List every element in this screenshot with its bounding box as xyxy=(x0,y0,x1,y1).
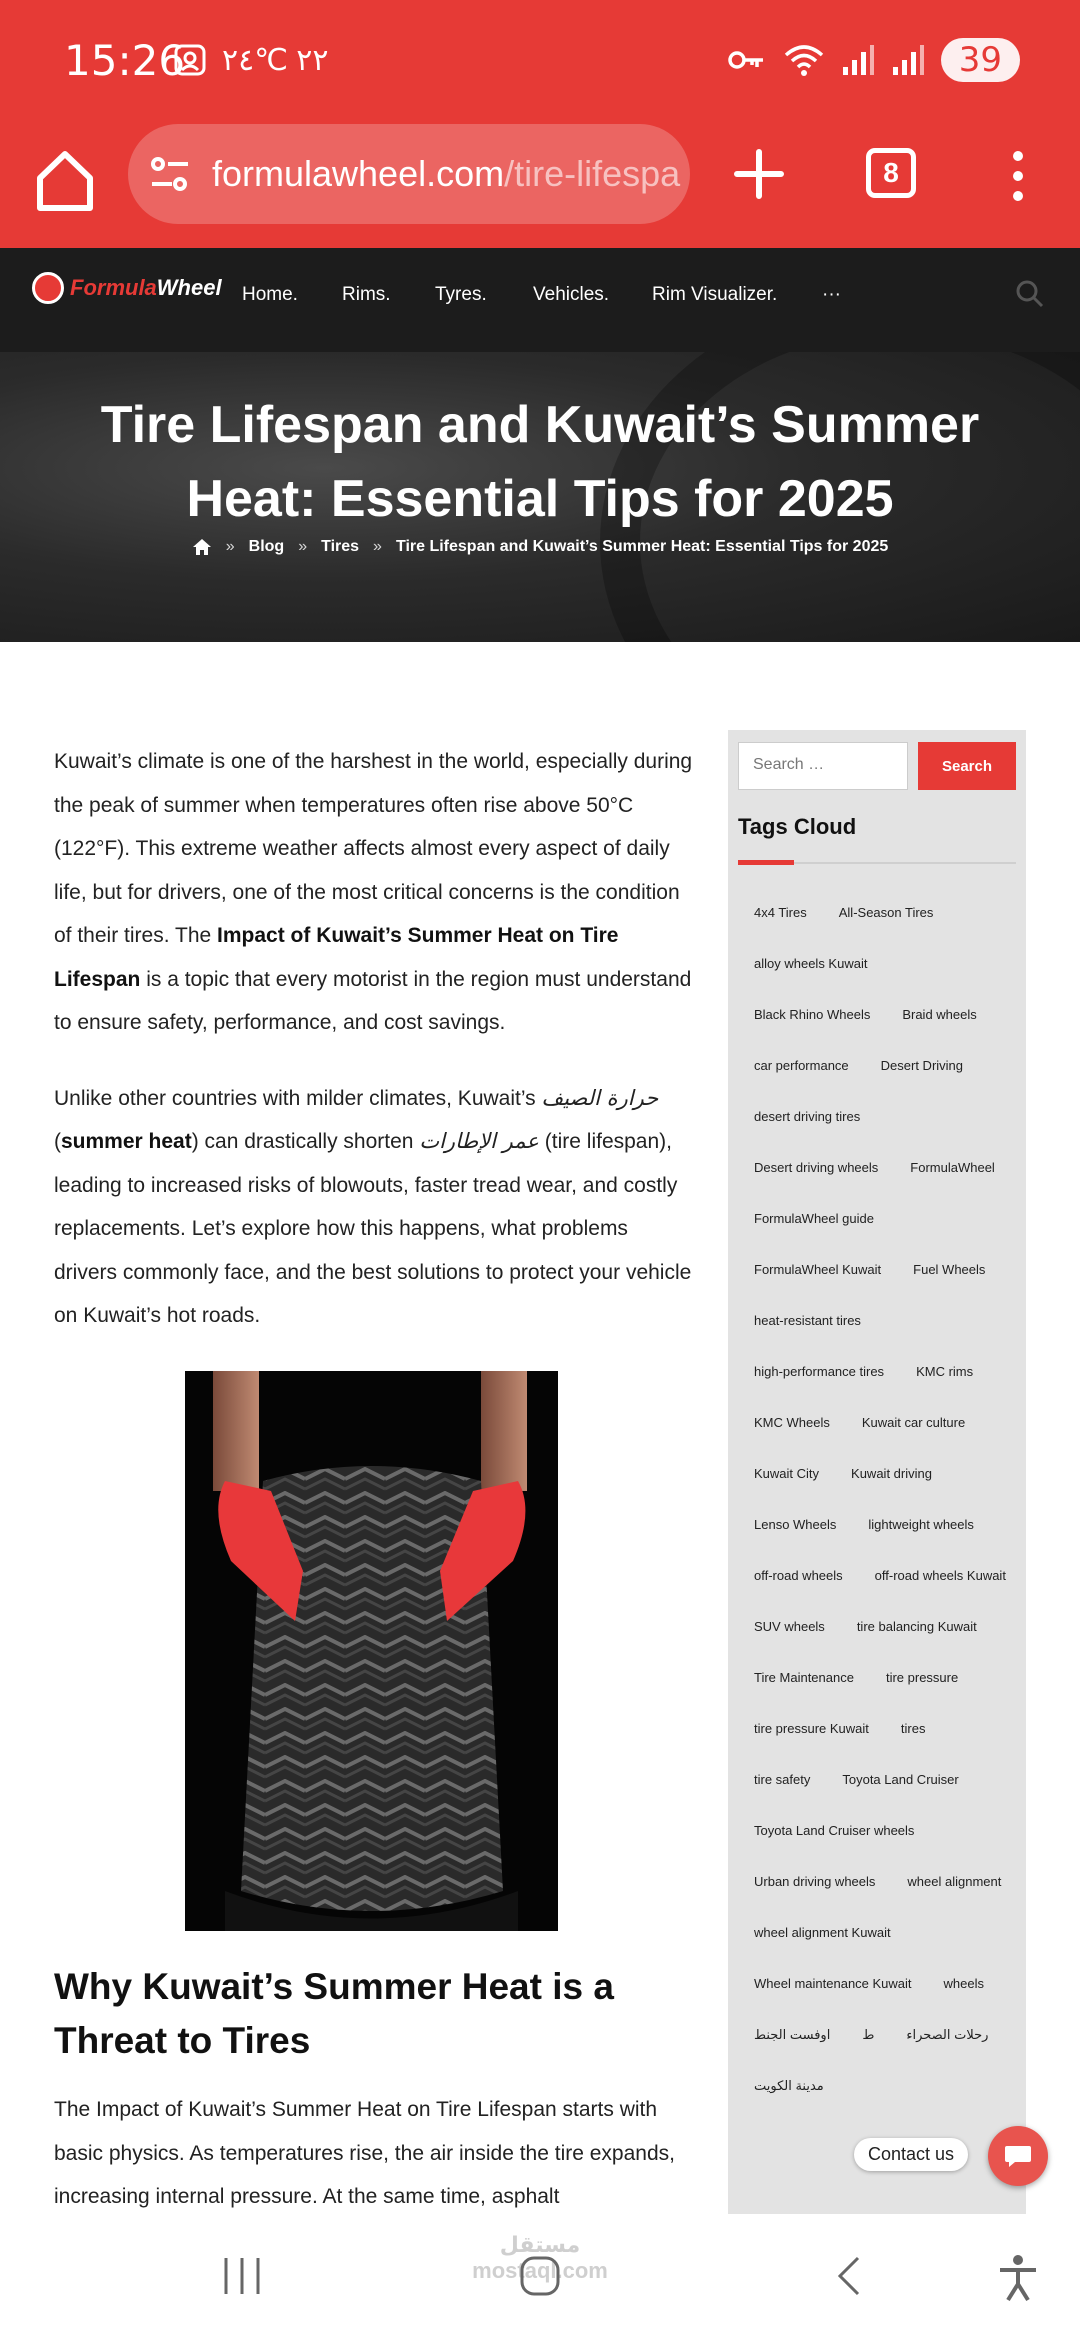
article-paragraph: The Impact of Kuwait’s Summer Heat on Tire Lifespan starts with basic physics. As temperatures rise, the air inside the tire expands, increasing internal pressure. At the same time, asphalt xyxy=(54,2098,675,2208)
divider-accent xyxy=(738,860,794,865)
tag-link[interactable]: Toyota Land Cruiser wheels xyxy=(754,1823,915,1838)
tag-link[interactable]: مدينة الكويت xyxy=(754,2078,824,2093)
status-indicators: ٢٢ ℃٢٤ xyxy=(222,43,329,77)
breadcrumb-current: Tire Lifespan and Kuwait’s Summer Heat: Essential Tips for 2025 xyxy=(395,538,889,555)
sidebar-search-input[interactable]: Search … xyxy=(738,742,908,790)
url-path: /tire-lifespa xyxy=(504,153,681,194)
tag-link[interactable]: FormulaWheel Kuwait xyxy=(754,1262,882,1277)
tag-link[interactable]: Urban driving wheels xyxy=(754,1874,876,1889)
logo-mark-icon xyxy=(32,272,64,304)
tire-image xyxy=(185,1371,558,1931)
battery-indicator: 39 xyxy=(941,38,1020,82)
tag-link[interactable]: off-road wheels xyxy=(754,1568,843,1583)
article-body xyxy=(54,740,694,1338)
nav-rims[interactable]: Rims. xyxy=(342,284,391,305)
hero-banner xyxy=(0,352,1080,642)
tag-link[interactable]: KMC Wheels xyxy=(754,1415,830,1430)
nav-vehicles[interactable]: Vehicles. xyxy=(533,284,610,305)
tag-link[interactable]: wheels xyxy=(943,1976,984,1991)
chevron-right-icon: » xyxy=(298,538,308,555)
status-bar xyxy=(0,0,1080,124)
tag-link[interactable]: FormulaWheel xyxy=(910,1160,995,1175)
breadcrumb-tires[interactable]: Tires xyxy=(321,538,360,555)
tag-link[interactable]: wheel alignment xyxy=(907,1874,1002,1889)
screenshot-icon xyxy=(172,42,208,78)
wifi-icon xyxy=(783,43,825,77)
tag-link[interactable]: Kuwait City xyxy=(754,1466,820,1481)
home-nav-icon[interactable] xyxy=(518,2254,562,2298)
chat-button[interactable] xyxy=(988,2126,1048,2186)
back-icon[interactable] xyxy=(828,2254,872,2298)
status-time: 15:26 xyxy=(64,36,186,85)
nav-tyres[interactable]: Tyres. xyxy=(435,284,487,305)
tab-switcher-button[interactable]: 8 xyxy=(866,148,916,198)
sidebar xyxy=(728,730,1026,2214)
nav-rim-visualizer[interactable]: Rim Visualizer. xyxy=(652,284,778,305)
tag-link[interactable]: tire safety xyxy=(754,1772,811,1787)
more-menu-icon[interactable] xyxy=(1008,146,1028,206)
chevron-right-icon: » xyxy=(373,538,382,555)
tag-link[interactable]: high-performance tires xyxy=(754,1364,885,1379)
chat-icon xyxy=(1003,2143,1033,2169)
recent-apps-icon[interactable] xyxy=(220,2254,264,2298)
tag-link[interactable]: tire balancing Kuwait xyxy=(856,1619,977,1634)
browser-toolbar xyxy=(0,124,1080,248)
tag-link[interactable]: tires xyxy=(900,1721,926,1736)
site-logo[interactable] xyxy=(32,272,222,304)
tag-link[interactable]: FormulaWheel guide xyxy=(754,1211,874,1226)
nav-home[interactable]: Home. xyxy=(242,284,298,305)
tag-link[interactable]: 4x4 Tires xyxy=(754,905,807,920)
signal-icon xyxy=(841,43,875,77)
tag-link[interactable]: desert driving tires xyxy=(754,1109,861,1124)
chevron-right-icon: » xyxy=(225,538,235,555)
signal-icon xyxy=(891,43,925,77)
tag-link[interactable]: Desert driving wheels xyxy=(754,1160,879,1175)
breadcrumb xyxy=(0,538,1080,556)
tag-link[interactable]: tire pressure Kuwait xyxy=(754,1721,869,1736)
section-heading: Why Kuwait’s Summer Heat is a Threat to Tires xyxy=(54,1966,614,2061)
article-paragraph: Unlike other countries with milder climates, Kuwait’s حرارة الصيف (summer heat) can drastically shorten عمر الإطارات (tire lifespan), leading to increased risks of blowouts, faster tread wear, and costly replacements. Let’s explore how this happens, what problems drivers commonly face, and the best solutions to protect your vehicle on Kuwait’s hot roads. xyxy=(54,1085,692,1327)
tag-link[interactable]: Lenso Wheels xyxy=(754,1517,837,1532)
tag-link[interactable]: tire pressure xyxy=(885,1670,959,1685)
new-tab-icon[interactable] xyxy=(732,142,786,206)
key-icon xyxy=(727,45,767,75)
nav-more[interactable]: ··· xyxy=(822,284,841,305)
system-nav-bar xyxy=(0,2214,1080,2340)
tag-link[interactable]: heat-resistant tires xyxy=(754,1313,861,1328)
home-icon[interactable] xyxy=(192,538,212,556)
tags-cloud xyxy=(742,896,1022,2103)
tag-link[interactable]: Kuwait driving xyxy=(851,1466,932,1481)
tag-link[interactable]: Braid wheels xyxy=(902,1007,977,1022)
url-bar[interactable] xyxy=(128,124,690,224)
status-right-icons xyxy=(727,38,1020,82)
tag-link[interactable]: Tire Maintenance xyxy=(754,1670,854,1685)
status-left-icons xyxy=(172,42,329,78)
tag-link[interactable]: KMC rims xyxy=(916,1364,974,1379)
contact-us-label[interactable]: Contact us xyxy=(854,2138,968,2171)
page-title: Tire Lifespan and Kuwait’s Summer Heat: Essential Tips for 2025 xyxy=(100,396,980,528)
tag-link[interactable]: Desert Driving xyxy=(880,1058,964,1073)
tag-link[interactable]: All-Season Tires xyxy=(838,905,934,920)
tag-link[interactable]: Kuwait car culture xyxy=(861,1415,966,1430)
site-settings-icon[interactable] xyxy=(148,152,192,196)
tag-link[interactable]: alloy wheels Kuwait xyxy=(754,956,868,971)
tag-link[interactable]: رحلات الصحراء xyxy=(906,2027,989,2042)
breadcrumb-blog[interactable]: Blog xyxy=(248,538,285,555)
sidebar-search-button[interactable]: Search xyxy=(918,742,1016,790)
tire-illustration xyxy=(185,1371,558,1931)
tag-link[interactable]: Wheel maintenance Kuwait xyxy=(754,1976,912,1991)
tag-link[interactable]: Black Rhino Wheels xyxy=(754,1007,871,1022)
search-icon[interactable] xyxy=(1014,278,1044,308)
url-text xyxy=(212,153,680,195)
tag-link[interactable]: lightweight wheels xyxy=(868,1517,974,1532)
tags-cloud-title: Tags Cloud xyxy=(738,814,857,839)
article-paragraph: Kuwait’s climate is one of the harshest in the world, especially during the peak of summer when temperatures often rise above 50°C (122°F). This extreme weather affects almost every aspect of daily life, but for drivers, one of the most critical concerns is the condition of their tires. The Impact of Kuwait’s Summer Heat on Tire Lifespan is a topic that every motorist in the region must understand to ensure safety, performance, and cost savings. xyxy=(54,750,693,1034)
tag-link[interactable]: Fuel Wheels xyxy=(913,1262,986,1277)
tag-link[interactable]: SUV wheels xyxy=(754,1619,825,1634)
logo-text: FormulaWheel xyxy=(70,275,222,300)
accessibility-icon[interactable] xyxy=(996,2254,1040,2302)
tag-link[interactable]: ط xyxy=(862,2027,875,2042)
tag-link[interactable]: Toyota Land Cruiser xyxy=(842,1772,959,1787)
tag-link[interactable]: اوفست الجنط xyxy=(754,2027,831,2042)
tag-link[interactable]: car performance xyxy=(754,1058,849,1073)
tag-link[interactable]: wheel alignment Kuwait xyxy=(754,1925,891,1940)
tag-link[interactable]: off-road wheels Kuwait xyxy=(874,1568,1006,1583)
url-domain: formulawheel.com xyxy=(212,153,505,194)
home-icon[interactable] xyxy=(34,146,96,216)
site-navigation xyxy=(0,248,1080,352)
watermark: مستقل mostaql.com xyxy=(472,2232,608,2283)
